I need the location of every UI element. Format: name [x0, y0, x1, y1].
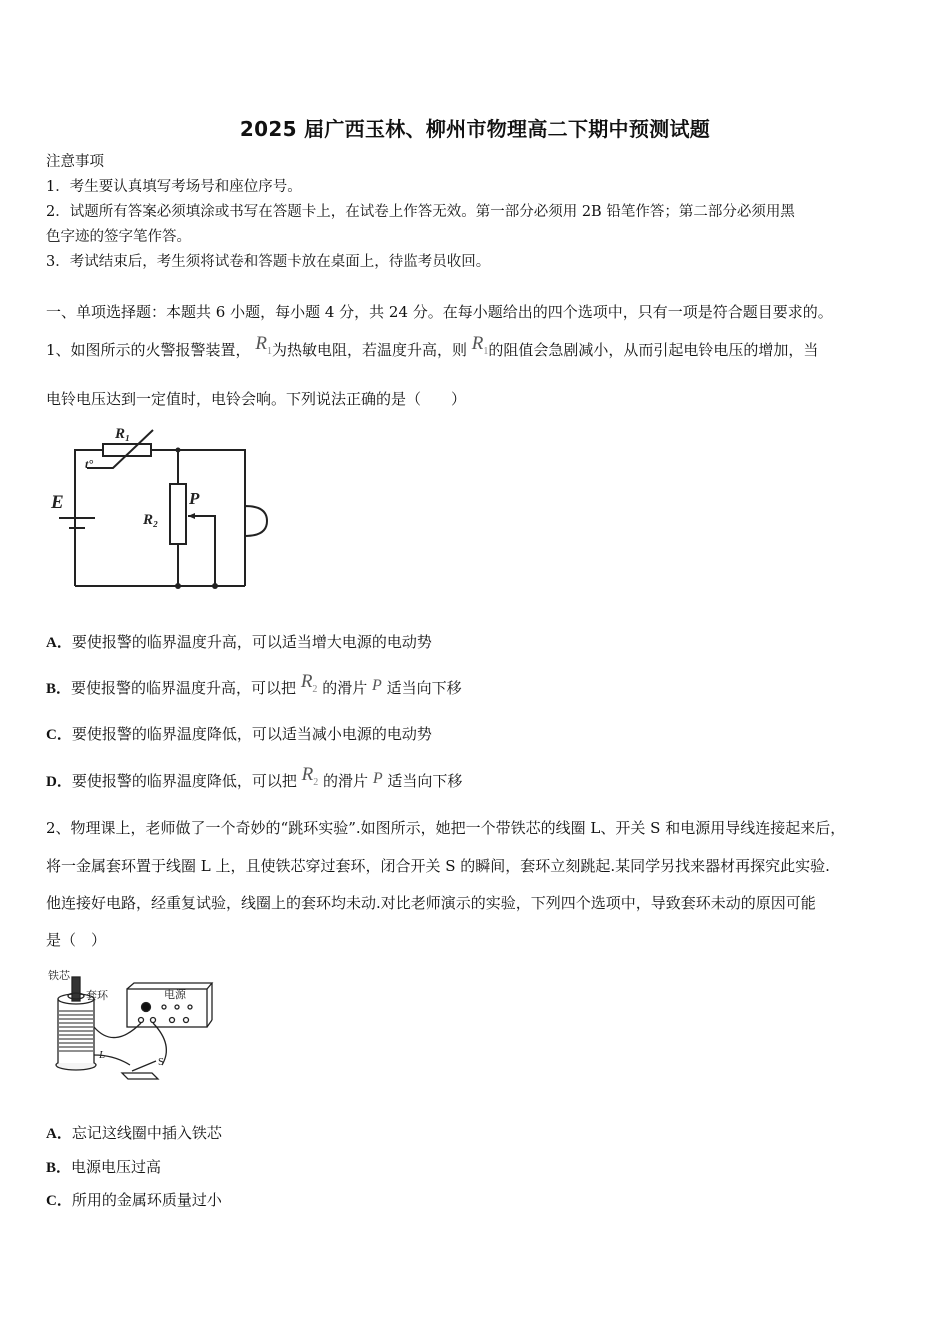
q1-stem-part2: 为热敏电阻，若温度升高，则 [271, 341, 467, 359]
var-r1: $R_1$ [255, 333, 272, 357]
label-t: t° [85, 457, 94, 471]
q2-option-b: B．电源电压过高 [46, 1158, 162, 1176]
var-r1: $R_1$ [471, 333, 489, 357]
q1-stem-part3: 的阻值会急剧减小，从而引起电铃电压的增加，当 [488, 341, 819, 359]
q1-stem-line2: 电铃电压达到一定值时，电铃会响。下列说法正确的是（ ） [46, 390, 467, 408]
q2-option-a: A．忘记这线圈中插入铁芯 [46, 1124, 222, 1142]
var-r2: $R_2$ [301, 764, 319, 788]
q2-option-c: C．所用的金属环质量过小 [46, 1191, 222, 1209]
q1-option-c: C．要使报警的临界温度降低，可以适当减小电源的电动势 [46, 725, 432, 743]
notice-item-2-cont: 色字迹的签字笔作答。 [46, 229, 191, 245]
label-r2: R₂ [143, 512, 159, 528]
var-p: P [372, 770, 383, 787]
q1-option-b: B．要使报警的临界温度升高，可以把 $R_2$ 的滑片 P 适当向下移 [46, 671, 462, 697]
notice-item-3: 3．考试结束后，考生须将试卷和答题卡放在桌面上，待监考员收回。 [46, 254, 491, 270]
label-r1: R₁ [115, 426, 131, 442]
label-iron-core: 铁芯 [48, 970, 70, 982]
jumping-ring-apparatus-figure [44, 965, 214, 1090]
q2-stem-line3: 他连接好电路，经重复试验，线圈上的套环均未动.对比老师演示的实验，下列四个选项中，导致套环未动的原因可能 [46, 894, 816, 912]
label-p: P [189, 489, 200, 508]
q1-stem-line1 [46, 333, 819, 363]
q2-stem-line4: 是（ ） [46, 931, 107, 949]
label-power: 电源 [164, 989, 186, 1001]
q1-stem-part1: 1、如图所示的火警报警装置， [46, 341, 251, 359]
notice-section [46, 150, 795, 275]
section-heading: 一、单项选择题：本题共 6 小题，每小题 4 分，共 24 分。在每小题给出的四个选项中，只有一项是符合题目要求的。 [46, 303, 833, 321]
q2-stem-line1: 2、物理课上，老师做了一个奇妙的“跳环实验”.如图所示，她把一个带铁芯的线圈 L、开关 S 和电源用导线连接起来后， [46, 819, 846, 837]
label-coil-l: L [99, 1049, 106, 1061]
label-e: E [51, 492, 64, 513]
var-p: P [372, 677, 382, 694]
q2-stem-line2: 将一金属套环置于线圈 L 上，且使铁芯穿过套环，闭合开关 S 的瞬间，套环立刻跳起.某同学另找来器材再探究此实验. [46, 857, 830, 875]
notice-heading: 注意事项 [46, 154, 104, 170]
q1-option-a: A．要使报警的临界温度升高，可以适当增大电源的电动势 [46, 633, 432, 651]
page-title: 2025 届广西玉林、柳州市物理高二下期中预测试题 [239, 117, 711, 141]
q1-option-d: D．要使报警的临界温度降低，可以把 $R_2$ 的滑片 P 适当向下移 [46, 764, 463, 790]
var-r2: $R_2$ [300, 671, 318, 695]
label-ring: 套环 [86, 990, 108, 1002]
label-switch-s: S [158, 1056, 165, 1068]
fire-alarm-circuit-figure [45, 418, 275, 590]
notice-item-1: 1．考生要认真填写考场号和座位序号。 [46, 179, 302, 195]
notice-item-2: 2．试题所有答案必须填涂或书写在答题卡上，在试卷上作答无效。第一部分必须用 2B 铅笔作答；第二部分必须用黑 [46, 204, 795, 220]
